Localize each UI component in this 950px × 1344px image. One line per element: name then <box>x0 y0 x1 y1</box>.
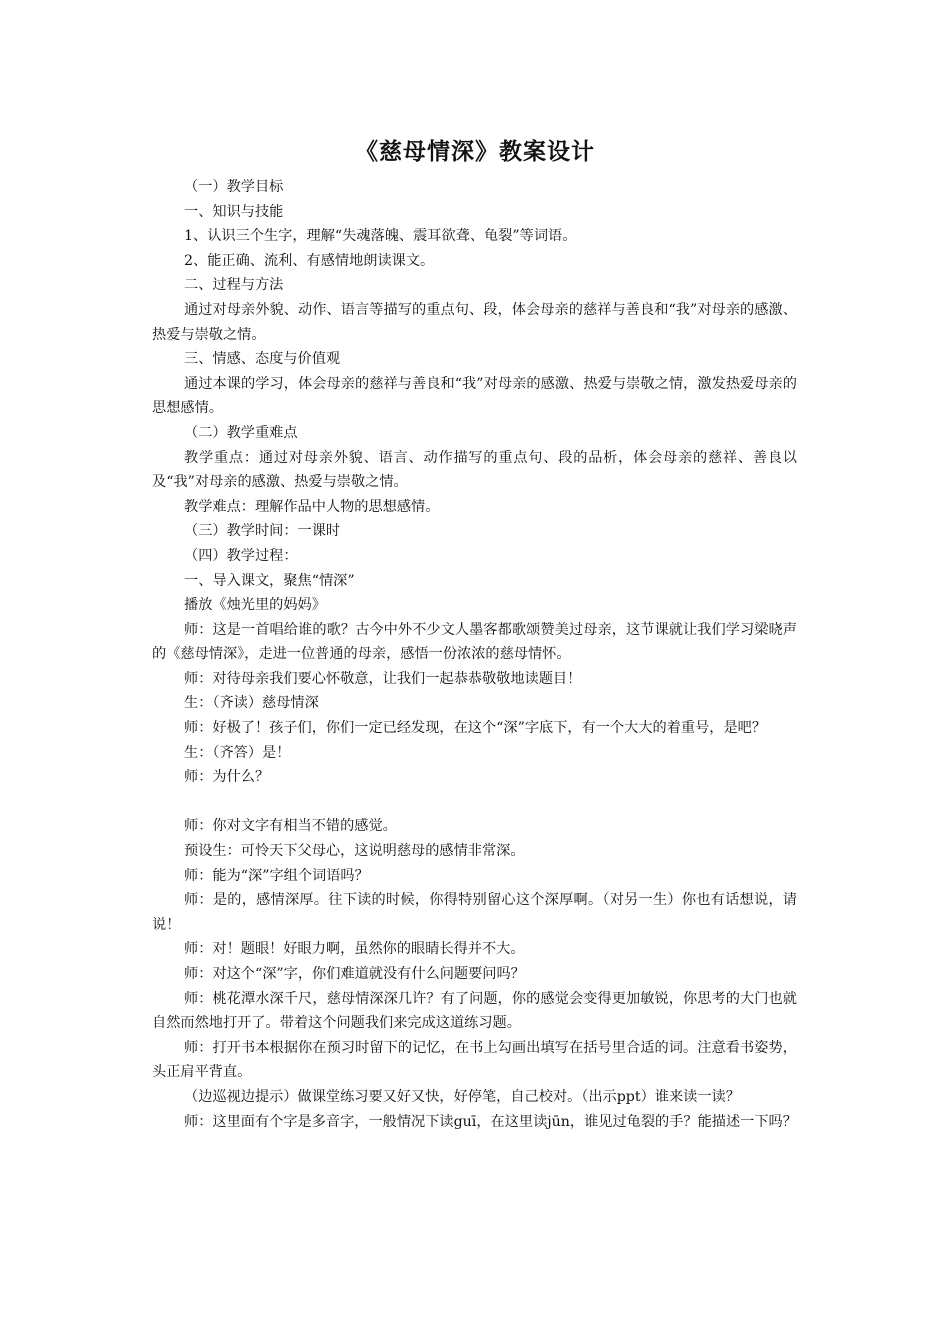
blank-line <box>152 790 797 815</box>
paragraph: 教学重点：通过对母亲外貌、语言、动作描写的重点句、段的品析，体会母亲的慈祥、善良以及“我”对母亲的感激、热爱与崇敬之情。 <box>152 449 797 491</box>
paragraph: 师：能为“深”字组个词语吗？ <box>184 867 369 884</box>
document-title: 《慈母情深》教案设计 <box>355 139 595 165</box>
paragraph: 师：打开书本根据你在预习时留下的记忆，在书上勾画出填写在括号里合适的词。注意看书姿势，头正肩平背直。 <box>152 1039 797 1081</box>
paragraph: （二）教学重难点 <box>184 424 298 441</box>
paragraph: 师：为什么？ <box>184 769 270 786</box>
paragraph: 三、情感、态度与价值观 <box>184 351 341 368</box>
paragraph: 师：你对文字有相当不错的感觉。 <box>184 818 397 835</box>
paragraph: 师：桃花潭水深千尺，慈母情深深几许？有了问题，你的感觉会变得更加敏锐，你思考的大门也就自然而然地打开了。带着这个问题我们来完成这道练习题。 <box>152 990 797 1032</box>
paragraph: 师：这是一首唱给谁的歌？古今中外不少文人墨客都歌颂赞美过母亲，这节课就让我们学习梁晓声的《慈母情深》，走进一位普通的母亲，感悟一份浓浓的慈母情怀。 <box>152 621 797 663</box>
paragraph: 2、能正确、流利、有感情地朗读课文。 <box>184 252 435 269</box>
paragraph: 通过本课的学习，体会母亲的慈祥与善良和“我”对母亲的感激、热爱与崇敬之情，激发热爱母亲的思想感情。 <box>152 375 797 417</box>
paragraph: 师：这里面有个字是多音字，一般情况下读guī，在这里读jūn，谁见过龟裂的手？能描述一下吗？ <box>184 1113 797 1130</box>
paragraph: 教学难点：理解作品中人物的思想感情。 <box>184 498 440 515</box>
document-body <box>152 175 797 1134</box>
paragraph: （三）教学时间：一课时 <box>184 523 341 540</box>
paragraph: 生：（齐答）是！ <box>184 744 291 761</box>
paragraph: 师：对这个“深”字，你们难道就没有什么问题要问吗？ <box>184 966 525 982</box>
paragraph: 预设生：可怜天下父母心，这说明慈母的感情非常深。 <box>184 843 525 860</box>
paragraph: 通过对母亲外貌、动作、语言等描写的重点句、段，体会母亲的慈祥与善良和“我”对母亲的感激、热爱与崇敬之情。 <box>152 301 797 343</box>
paragraph: 播放《烛光里的妈妈》 <box>184 597 326 614</box>
paragraph: 生：（齐读）慈母情深 <box>184 695 319 712</box>
paragraph: 师：对待母亲我们要心怀敬意，让我们一起恭恭敬敬地读题目！ <box>184 670 582 687</box>
paragraph: 师：是的，感情深厚。往下读的时候，你得特别留心这个深厚啊。（对另一生）你也有话想说，请说！ <box>152 892 797 933</box>
paragraph: 师：好极了！孩子们，你们一定已经发现，在这个“深”字底下，有一个大大的着重号，是吧？ <box>184 720 767 737</box>
paragraph: 一、知识与技能 <box>184 203 284 220</box>
paragraph: 一、导入课文，聚焦“情深” <box>184 572 355 589</box>
paragraph: （一）教学目标 <box>184 179 284 195</box>
paragraph: （边巡视边提示）做课堂练习要又好又快，好停笔，自己校对。（出示ppt）谁来读一读？ <box>184 1088 740 1105</box>
paragraph: 二、过程与方法 <box>184 277 284 294</box>
paragraph: （四）教学过程： <box>184 547 298 564</box>
paragraph: 1、认识三个生字，理解“失魂落魄、震耳欲聋、龟裂”等词语。 <box>184 228 577 245</box>
paragraph: 师：对！题眼！好眼力啊，虽然你的眼睛长得并不大。 <box>184 941 525 958</box>
